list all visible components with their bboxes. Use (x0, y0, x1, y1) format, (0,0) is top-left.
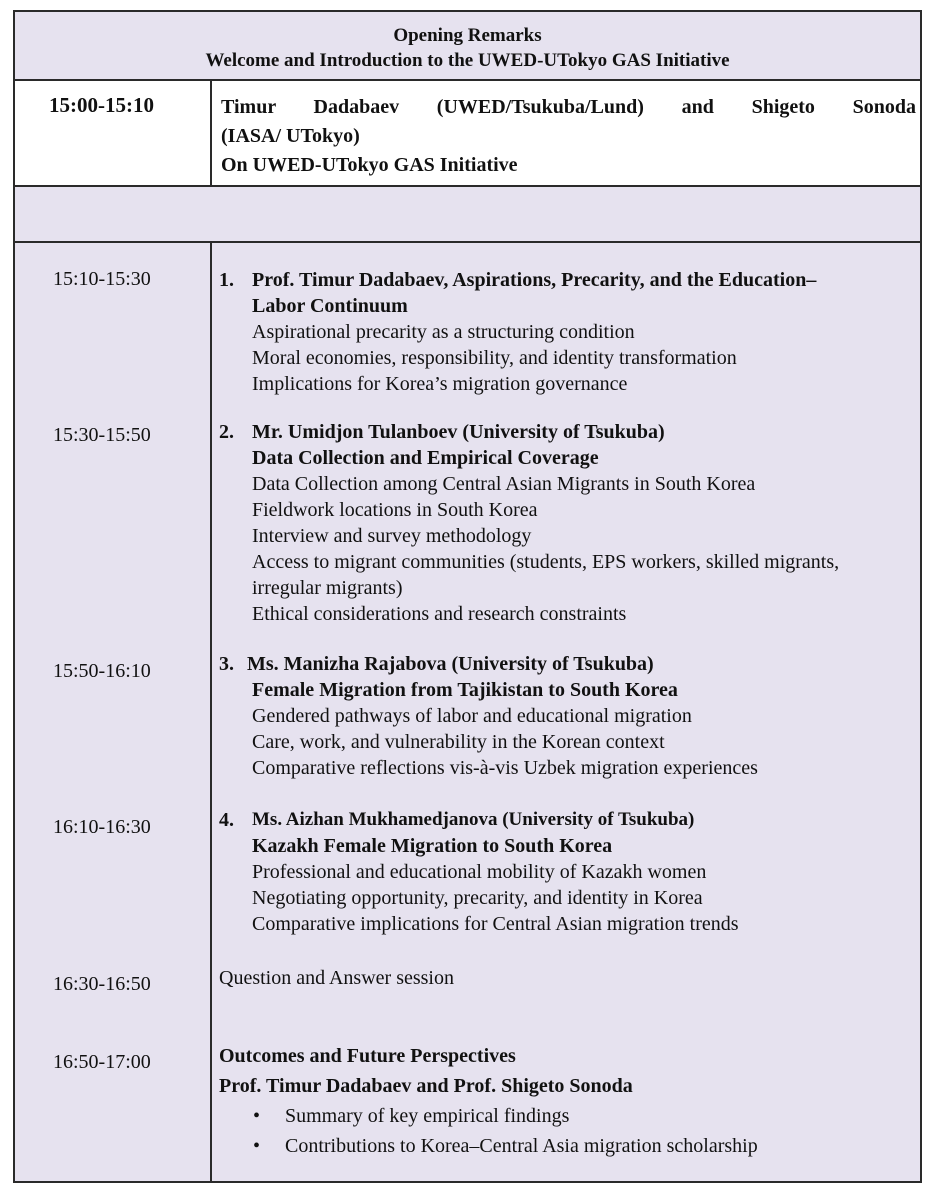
session-time: 15:10-15:30 (53, 268, 151, 290)
intro-row (15, 81, 920, 187)
qa-text: Question and Answer session (219, 967, 454, 989)
header-subtitle: Welcome and Introduction to the UWED-UTokyo GAS Initiative (205, 50, 730, 71)
session-point: Data Collection among Central Asian Migrants in South Korea (252, 473, 756, 495)
session-point: Comparative reflections vis-à-vis Uzbek migration experiences (252, 757, 758, 779)
closing-title: Outcomes and Future Perspectives (219, 1045, 516, 1067)
intro-affiliation: (IASA/ UTokyo) (221, 125, 360, 147)
bullet-icon: • (253, 1135, 261, 1157)
session-title: Kazakh Female Migration to South Korea (252, 835, 613, 857)
session-content (219, 419, 916, 627)
opening-remarks-header (15, 12, 920, 81)
session-content (219, 651, 916, 781)
session-number: 1. (219, 269, 234, 291)
closing-bullet-text: Contributions to Korea–Central Asia migration scholarship (285, 1135, 758, 1157)
session-point: Ethical considerations and research constraints (252, 603, 627, 625)
session-time: 16:10-16:30 (53, 816, 151, 838)
session-speaker: Ms. Aizhan Mukhamedjanova (University of Tsukuba) (252, 809, 695, 830)
session-point: Negotiating opportunity, precarity, and identity in Korea (252, 887, 703, 909)
session-point: Comparative implications for Central Asian migration trends (252, 913, 739, 935)
session-number: 4. (219, 809, 234, 831)
bullet-icon: • (253, 1105, 261, 1127)
session-speaker: Prof. Timur Dadabaev, Aspirations, Precarity, and the Education– (252, 269, 817, 291)
closing-speakers: Prof. Timur Dadabaev and Prof. Shigeto Sonoda (219, 1075, 633, 1097)
header-title: Opening Remarks (393, 25, 542, 46)
closing-bullet (219, 1131, 916, 1161)
session-point: Professional and educational mobility of Kazakh women (252, 861, 707, 883)
column-divider (210, 81, 212, 185)
intro-topic: On UWED-UTokyo GAS Initiative (221, 154, 518, 176)
session-point: Access to migrant communities (students, EPS workers, skilled migrants, (252, 551, 840, 573)
session-point: Fieldwork locations in South Korea (252, 499, 538, 521)
session-point: Care, work, and vulnerability in the Korean context (252, 731, 665, 753)
session-point: Interview and survey methodology (252, 525, 532, 547)
qa-time: 16:30-16:50 (53, 973, 151, 995)
session-point: Implications for Korea’s migration governance (252, 373, 628, 395)
session-speaker: Mr. Umidjon Tulanboev (University of Tsukuba) (252, 421, 665, 443)
closing-bullet (219, 1101, 916, 1131)
sessions-section (15, 243, 920, 1181)
agenda-table (13, 10, 922, 1183)
session-time: 15:50-16:10 (53, 660, 151, 682)
intro-speakers: Timur Dadabaev (UWED/Tsukuba/Lund) and Shigeto Sonoda (221, 96, 916, 118)
session-number: 2. (219, 421, 234, 443)
closing-bullet-text: Summary of key empirical findings (285, 1105, 570, 1127)
session-speaker: Ms. Manizha Rajabova (University of Tsukuba) (247, 653, 654, 675)
session-content (219, 267, 916, 397)
session-point: Aspirational precarity as a structuring condition (252, 321, 635, 343)
session-time: 15:30-15:50 (53, 424, 151, 446)
closing-time: 16:50-17:00 (53, 1051, 151, 1073)
session-point: Moral economies, responsibility, and identity transformation (252, 347, 737, 369)
session-point: irregular migrants) (252, 577, 403, 599)
closing-content (219, 1041, 916, 1161)
session-point: Gendered pathways of labor and educational migration (252, 705, 692, 727)
column-divider (210, 243, 212, 1181)
intro-text (221, 93, 916, 180)
session-title: Labor Continuum (252, 295, 408, 317)
session-title: Female Migration from Tajikistan to South Korea (252, 679, 678, 701)
session-number: 3. (219, 653, 234, 675)
intro-time: 15:00-15:10 (49, 93, 154, 117)
spacer-row (15, 187, 920, 243)
session-content (219, 807, 916, 937)
session-title: Data Collection and Empirical Coverage (252, 447, 599, 469)
